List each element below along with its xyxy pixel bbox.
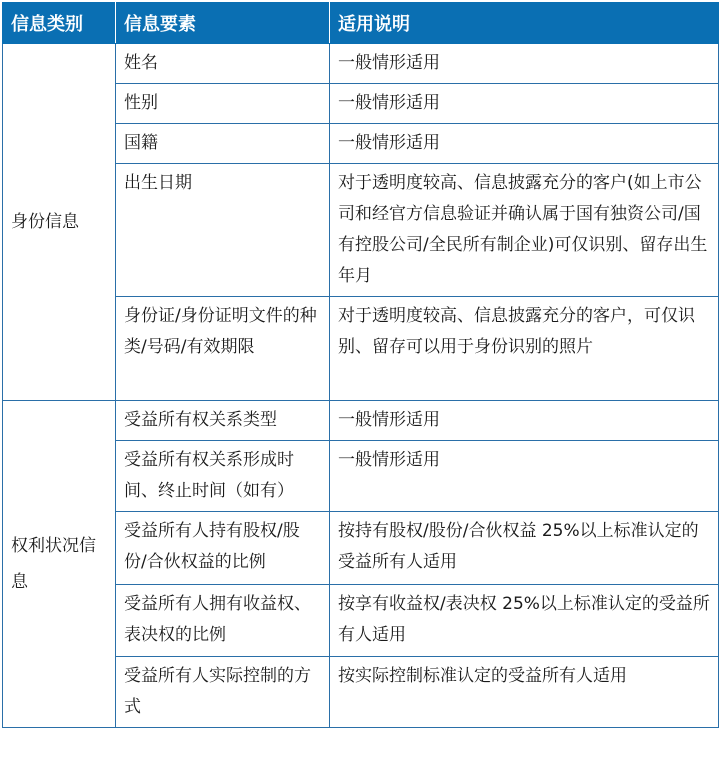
element-cell: 受益所有人拥有收益权、表决权的比例	[116, 585, 330, 657]
note-cell: 对于透明度较高、信息披露充分的客户，可仅识别、留存可以用于身份识别的照片	[330, 297, 719, 401]
element-cell: 受益所有人实际控制的方式	[116, 657, 330, 728]
note-cell: 对于透明度较高、信息披露充分的客户(如上市公司和经官方信息验证并确认属于国有独资公司/国有控股公司/全民所有制企业)可仅识别、留存出生年月	[330, 164, 719, 297]
category-identity: 身份信息	[3, 44, 116, 401]
header-row	[3, 3, 719, 44]
table-body	[3, 44, 719, 728]
element-cell: 姓名	[116, 44, 330, 84]
note-cell: 一般情形适用	[330, 44, 719, 84]
element-cell: 受益所有人持有股权/股份/合伙权益的比例	[116, 512, 330, 585]
note-cell: 按持有股权/股份/合伙权益 25%以上标准认定的受益所有人适用	[330, 512, 719, 585]
header-note: 适用说明	[330, 3, 719, 44]
element-cell: 受益所有权关系形成时间、终止时间（如有）	[116, 441, 330, 512]
note-cell: 按实际控制标准认定的受益所有人适用	[330, 657, 719, 728]
table-row	[3, 401, 719, 441]
header-category: 信息类别	[3, 3, 116, 44]
info-elements-table	[2, 2, 719, 728]
element-cell: 身份证/身份证明文件的种类/号码/有效期限	[116, 297, 330, 401]
note-cell: 一般情形适用	[330, 124, 719, 164]
category-rights: 权利状况信息	[3, 401, 116, 728]
note-cell: 按享有收益权/表决权 25%以上标准认定的受益所有人适用	[330, 585, 719, 657]
element-cell: 受益所有权关系类型	[116, 401, 330, 441]
element-cell: 国籍	[116, 124, 330, 164]
table-row	[3, 44, 719, 84]
table-header	[3, 3, 719, 44]
info-table-container	[2, 2, 718, 728]
element-cell: 出生日期	[116, 164, 330, 297]
note-cell: 一般情形适用	[330, 441, 719, 512]
element-cell: 性别	[116, 84, 330, 124]
note-cell: 一般情形适用	[330, 401, 719, 441]
note-cell: 一般情形适用	[330, 84, 719, 124]
header-element: 信息要素	[116, 3, 330, 44]
